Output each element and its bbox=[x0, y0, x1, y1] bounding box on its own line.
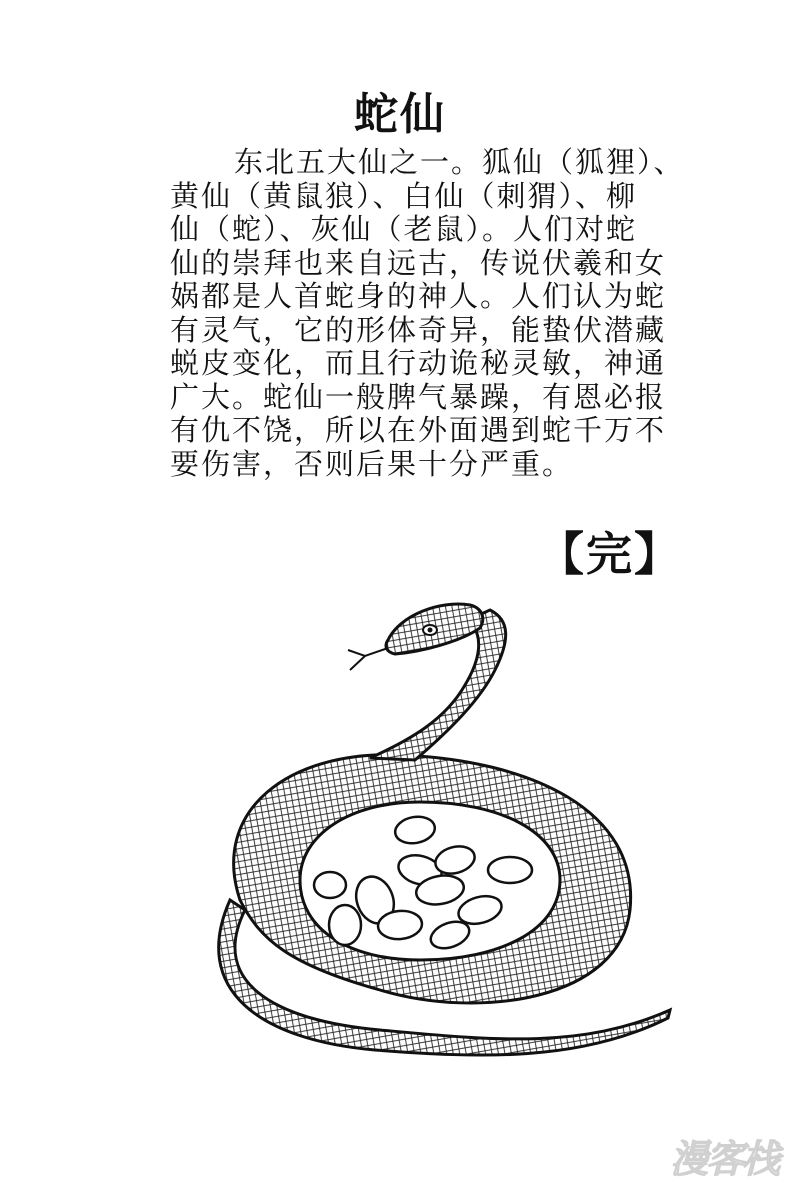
paragraph-line: 广大。蛇仙一般脾气暴躁，有恩必报 bbox=[170, 379, 667, 414]
paragraph-line: 黄仙（黄鼠狼）、白仙（刺猬）、柳 bbox=[170, 178, 638, 213]
page-title: 蛇仙 bbox=[354, 89, 446, 140]
paragraph-line: 仙（蛇）、灰仙（老鼠）。人们对蛇 bbox=[170, 212, 638, 246]
paragraph-line: 蜕皮变化，而且行动诡秘灵敏，神通 bbox=[170, 346, 667, 380]
paragraph-line: 有仇不饶，所以在外面遇到蛇千万不 bbox=[170, 413, 667, 447]
paragraph-line: 有灵气，它的形体奇异，能蛰伏潜藏 bbox=[170, 312, 667, 347]
description-paragraph bbox=[170, 145, 685, 481]
end-mark: 【完】 bbox=[538, 527, 682, 581]
site-watermark: 漫客栈 bbox=[670, 1137, 779, 1181]
eggs-cluster bbox=[314, 814, 532, 953]
coiled-snake-with-eggs-icon bbox=[150, 580, 690, 1110]
snake-head bbox=[348, 604, 483, 670]
paragraph-line: 仙的崇拜也来自远古，传说伏羲和女 bbox=[170, 245, 667, 280]
paragraph-line: 娲都是人首蛇身的神人。人们认为蛇 bbox=[170, 279, 667, 313]
paragraph-line: 东北五大仙之一。狐仙（狐狸）、 bbox=[234, 145, 685, 179]
paragraph-line: 要伤害，否则后果十分严重。 bbox=[170, 446, 574, 481]
